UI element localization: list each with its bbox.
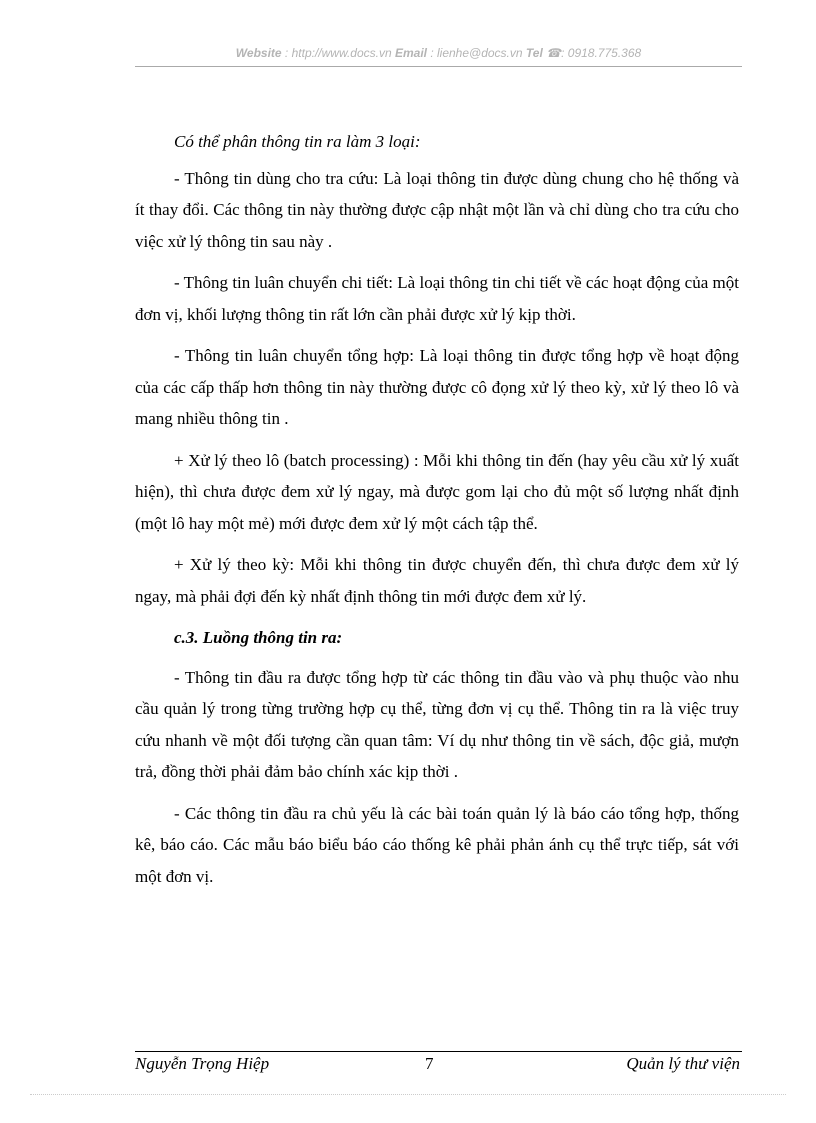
document-body bbox=[135, 126, 739, 902]
paragraph-batch-processing: + Xử lý theo lô (batch processing) : Mỗi khi thông tin đến (hay yêu cầu xử lý xuất hiện), thì chưa được đem xử lý ngay, mà được gom lại cho đủ một số lượng nhất định (một lô hay một mẻ) mới được đem xử lý một cách tập thể. bbox=[135, 450, 739, 533]
page-footer bbox=[135, 1054, 742, 1076]
email-label: Email bbox=[394, 46, 427, 60]
paragraph-output-info: - Thông tin đầu ra được tổng hợp từ các thông tin đầu vào và phụ thuộc vào nhu cầu quản lý trong từng trường hợp cụ thể, từng đơn vị cụ thể. Thông tin ra là việc truy cứu nhanh về một đối tượng cần quan tâm: Ví dụ như thông tin về sách, độc giả, mượn trả, đồng thời phải đảm bảo chính xác kịp thời . bbox=[135, 667, 739, 781]
website-label: Website bbox=[235, 46, 282, 60]
page-bottom-border bbox=[30, 1094, 786, 1095]
tel-value: : 0918.775.368 bbox=[561, 46, 642, 60]
paragraph-detail-info: - Thông tin luân chuyển chi tiết: Là loại thông tin chi tiết về các hoạt động của một đơn vị, khối lượng thông tin rất lớn cần phải được xử lý kịp thời. bbox=[135, 273, 739, 324]
footer-title: Quản lý thư viện bbox=[626, 1054, 740, 1073]
paragraph-period-processing: + Xử lý theo kỳ: Mỗi khi thông tin được chuyển đến, thì chưa được đem xử lý ngay, mà phải đợi đến kỳ nhất định thông tin mới được đem xử lý. bbox=[135, 555, 739, 606]
intro-paragraph: Có thể phân thông tin ra làm 3 loại: bbox=[174, 132, 421, 151]
footer-author: Nguyễn Trọng Hiệp bbox=[135, 1054, 270, 1073]
phone-icon: ☎ bbox=[546, 46, 562, 60]
paragraph-output-reports: - Các thông tin đầu ra chủ yếu là các bài toán quản lý là báo cáo tổng hợp, thống kê, báo cáo. Các mẫu báo biểu báo cáo thống kê phải phản ánh cụ thể trực tiếp, sát với một đơn vị. bbox=[135, 803, 739, 886]
footer-divider bbox=[135, 1051, 742, 1052]
tel-label: Tel bbox=[525, 46, 543, 60]
paragraph-reference-info: - Thông tin dùng cho tra cứu: Là loại thông tin được dùng chung cho hệ thống và ít thay đổi. Các thông tin này thường được cập nhật một lần và chỉ dùng cho tra cứu cho việc xử lý thông tin sau này . bbox=[135, 168, 739, 251]
header-divider bbox=[135, 66, 742, 67]
page-number: 7 bbox=[425, 1054, 434, 1073]
website-value: : http://www.docs.vn bbox=[281, 46, 395, 60]
section-heading: c.3. Luồng thông tin ra: bbox=[174, 628, 343, 647]
page-header bbox=[135, 46, 742, 60]
paragraph-summary-info: - Thông tin luân chuyển tổng hợp: Là loại thông tin được tổng hợp về hoạt động của các cấp thấp hơn thông tin này thường được cô đọng xử lý theo kỳ, xử lý theo lô và mang nhiều thông tin . bbox=[135, 346, 739, 428]
email-value: : lienhe@docs.vn bbox=[427, 46, 526, 60]
